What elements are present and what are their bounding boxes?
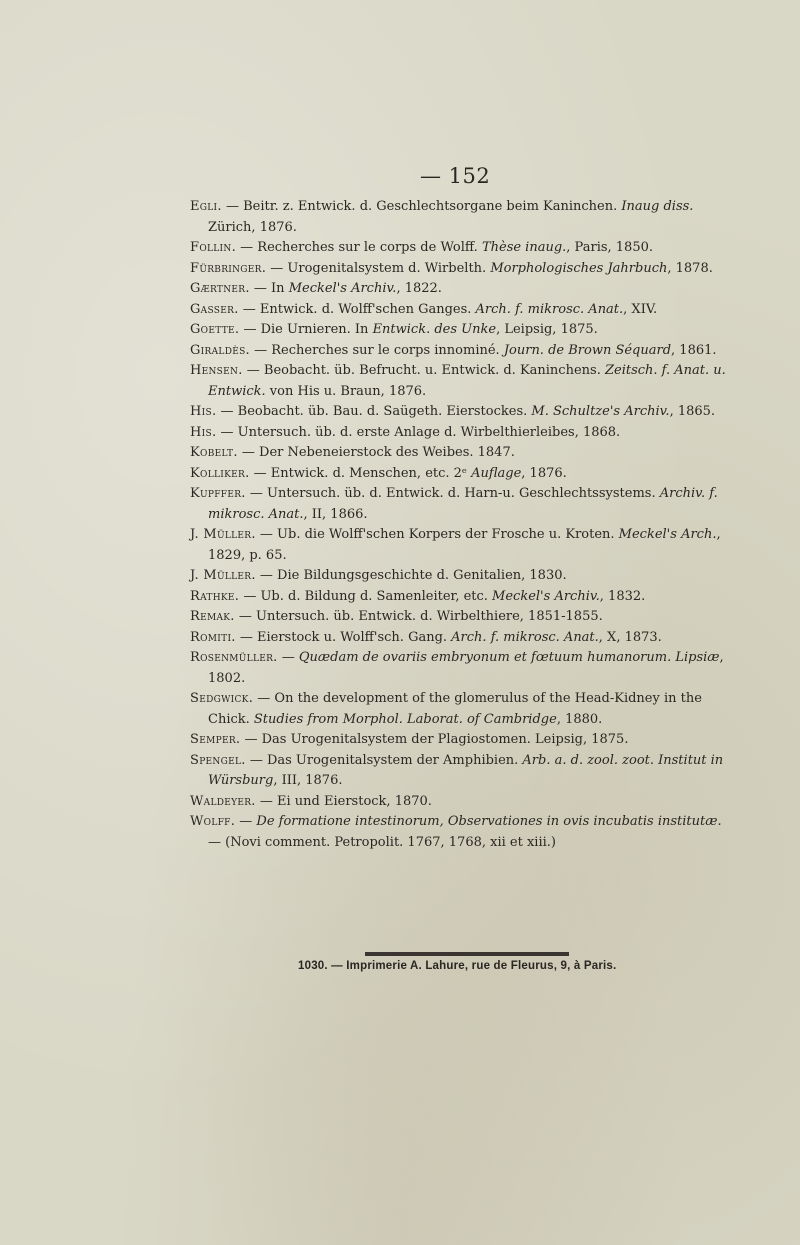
bibliography-entry [190, 300, 730, 321]
entry-text: — Ei und Eierstock, 1870. [255, 793, 432, 809]
bibliography-entry [190, 648, 730, 689]
entry-text: — [277, 650, 299, 665]
footer-rule [365, 952, 569, 956]
entry-source: Inaug diss. [621, 199, 694, 214]
bibliography-entry [190, 525, 730, 566]
entry-source: Meckel's Arch. [618, 527, 717, 542]
entry-source: Meckel's Archiv. [492, 588, 600, 604]
entry-author: Spengel. [190, 752, 246, 768]
entry-details: — (Novi comment. Petropolit. 1767, 1768, xii et xiii.) [208, 834, 556, 850]
bibliography-entry [190, 361, 730, 402]
entry-text: — [235, 814, 257, 829]
entry-details: , Paris, 1850. [566, 240, 653, 255]
entry-text: — On the development of the glomerulus of the Head-Kidney in the Chick. [208, 691, 702, 727]
entry-author: Follin. [190, 240, 237, 255]
bibliography-entry [190, 443, 730, 464]
entry-text: — Entwick. d. Wolff'schen Ganges. [238, 301, 476, 317]
entry-details: , 1876. [521, 465, 567, 481]
entry-author: Romiti. [190, 629, 236, 645]
entry-source: Archiv. f. mikrosc. Anat. [208, 486, 718, 522]
entry-details: , XIV. [623, 301, 658, 317]
entry-author: Goette. [190, 322, 240, 337]
entry-text: — Ub. die Wolff'schen Korpers der Frosche u. Kroten. [255, 527, 619, 542]
entry-text: — Untersuch. üb. d. erste Anlage d. Wirbelthierleibes, 1868. [216, 424, 621, 440]
entry-text: — Ub. d. Bildung d. Samenleiter, etc. [239, 588, 493, 604]
entry-author: Hensen. [190, 363, 243, 378]
bibliography-entry [190, 238, 730, 259]
entry-details: , X, 1873. [598, 629, 662, 645]
entry-author: Kupffer. [190, 486, 246, 501]
entry-author: J. Müller. [190, 527, 256, 542]
entry-author: Rosenmüller. [190, 650, 278, 665]
entry-details: , 1880. [556, 711, 603, 727]
entry-author: Egli. [190, 199, 222, 214]
entry-text: — Beitr. z. Entwick. d. Geschlechtsorgane beim Kaninchen. [221, 199, 622, 214]
entry-source: Arch. f. mikrosc. Anat. [475, 301, 624, 317]
entry-author: Remak. [190, 609, 235, 624]
entry-text: — Recherches sur le corps de Wolff. [236, 240, 482, 255]
entry-source: Studies from Morphol. Laborat. of Cambridge [253, 711, 557, 727]
bibliography-entry [190, 279, 730, 300]
entry-author: Gasser. [190, 301, 239, 317]
bibliography-entry [190, 751, 730, 792]
entry-text: — Untersuch. üb. Entwick. d. Wirbelthiere, 1851-1855. [234, 609, 603, 624]
bibliography-entry [190, 689, 730, 730]
entry-author: Gærtner. [190, 281, 250, 296]
bibliography-entry [190, 792, 730, 813]
bibliography-entry [190, 320, 730, 341]
bibliography-entry [190, 628, 730, 649]
entry-source: M. Schultze's Archiv. [531, 404, 670, 419]
bibliography-entry [190, 587, 730, 608]
entry-details: Zürich, 1876. [208, 219, 297, 235]
entry-details: , 1861. [671, 342, 717, 358]
entry-details: , 1878. [667, 260, 713, 276]
entry-author: Rathke. [190, 588, 240, 604]
entry-details: von His u. Braun, 1876. [265, 383, 427, 399]
entry-author: Kolliker. [190, 465, 250, 481]
bibliography-list [190, 197, 730, 853]
entry-source: Arb. a. d. zool. zoot. Institut in Würsburg [208, 752, 724, 788]
entry-text: — Beobacht. üb. Befrucht. u. Entwick. d. Kaninchens. [242, 363, 605, 378]
entry-text: — Recherches sur le corps innominé. [249, 342, 504, 358]
entry-source: Meckel's Archiv. [288, 281, 397, 296]
entry-source: Thèse inaug. [481, 240, 567, 255]
entry-text: — Die Bildungsgeschichte d. Genitalien, 1830. [255, 568, 567, 583]
entry-source: Entwick. des Unke [372, 322, 497, 337]
entry-details: , 1829, p. 65. [208, 527, 721, 563]
entry-text: — Das Urogenitalsystem der Plagiostomen. Leipsig, 1875. [240, 732, 629, 747]
bibliography-entry [190, 464, 730, 485]
entry-source: De formatione intestinorum, Observationes in ovis incubatis institutæ. [256, 814, 722, 829]
printer-imprint: 1030. — Imprimerie A. Lahure, rue de Fleurus, 9, à Paris. [298, 960, 617, 972]
entry-author: Kobelt. [190, 445, 238, 460]
entry-text: — Der Nebeneierstock des Weibes. 1847. [237, 445, 515, 460]
entry-text: — Eierstock u. Wolff'sch. Gang. [235, 629, 452, 645]
bibliography-entry [190, 730, 730, 751]
entry-text: — Beobacht. üb. Bau. d. Saügeth. Eierstockes. [216, 404, 532, 419]
entry-author: Waldeyer. [190, 793, 256, 809]
entry-author: Semper. [190, 732, 241, 747]
entry-source: Journ. de Brown Séquard [503, 342, 672, 358]
entry-author: Wolff. [190, 814, 236, 829]
entry-text: — Das Urogenitalsystem der Amphibien. [245, 752, 523, 768]
entry-author: J. Müller. [190, 568, 256, 583]
entry-text: — Die Urnieren. In [239, 322, 373, 337]
bibliography-entry [190, 812, 730, 853]
entry-text: — Urogenitalsystem d. Wirbelth. [266, 260, 491, 276]
entry-source: Morphologisches Jahrbuch [490, 260, 668, 276]
entry-source: Auflage [471, 465, 522, 481]
bibliography-entry [190, 197, 730, 238]
entry-author: Sedgwick. [190, 691, 254, 706]
entry-source: Quædam de ovariis embryonum et fœtuum humanorum. Lipsiæ [298, 650, 720, 665]
page-number: — 152 [420, 164, 491, 188]
entry-details: , II, 1866. [303, 506, 368, 522]
entry-text: — Entwick. d. Menschen, etc. 2ᵉ [249, 465, 472, 481]
bibliography-entry [190, 607, 730, 628]
bibliography-entry [190, 341, 730, 362]
entry-details: , 1822. [396, 281, 442, 296]
entry-author: Giraldès. [190, 342, 250, 358]
entry-text: — In [249, 281, 289, 296]
entry-details: , 1832. [599, 588, 646, 604]
entry-details: , 1865. [669, 404, 716, 419]
entry-source: Arch. f. mikrosc. Anat. [451, 629, 599, 645]
entry-source: Zeitsch. f. Anat. u. Entwick. [208, 363, 726, 399]
bibliography-entry [190, 259, 730, 280]
bibliography-entry [190, 484, 730, 525]
bibliography-entry [190, 423, 730, 444]
bibliography-entry [190, 566, 730, 587]
entry-author: His. [190, 424, 217, 440]
entry-details: , 1802. [208, 650, 724, 686]
entry-details: , Leipsig, 1875. [496, 322, 598, 337]
entry-text: — Untersuch. üb. d. Entwick. d. Harn-u. Geschlechtssystems. [245, 486, 660, 501]
entry-details: , III, 1876. [273, 773, 343, 788]
entry-author: His. [190, 404, 217, 419]
bibliography-entry [190, 402, 730, 423]
entry-author: Fürbringer. [190, 260, 267, 276]
